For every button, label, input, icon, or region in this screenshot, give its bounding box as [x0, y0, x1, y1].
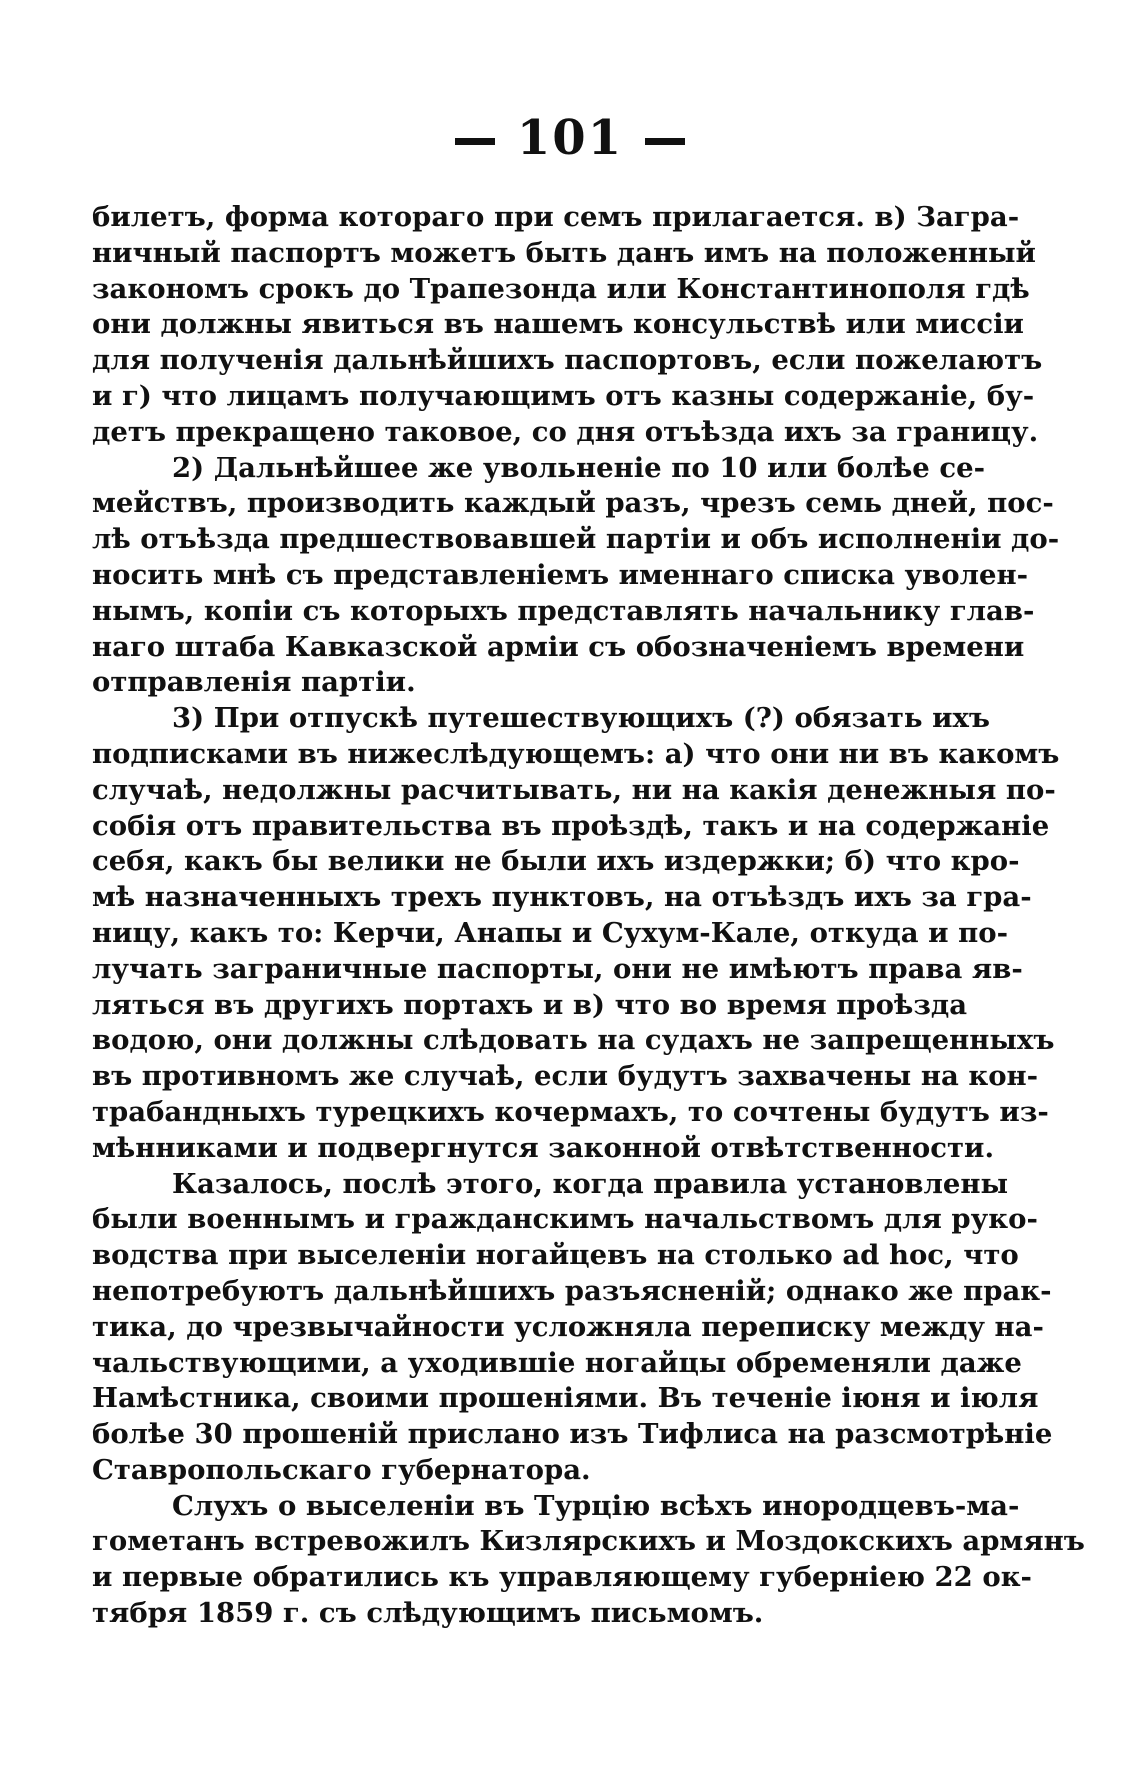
text-line: лѣ отъѣзда предшествовавшей партіи и объ исполненіи до-: [92, 523, 1060, 556]
text-line: мействъ, производить каждый разъ, чрезъ семь дней, пос-: [92, 487, 1054, 520]
paragraph-2: [92, 451, 1060, 702]
text-line: носить мнѣ съ представленіемъ именнаго списка уволен-: [92, 558, 1029, 591]
text-line: водою, они должны слѣдовать на судахъ не запрещенныхъ: [92, 1024, 1055, 1057]
text-line: лучать заграничные паспорты, они не имѣютъ права яв-: [92, 952, 1023, 985]
right-dash-ornament: [645, 138, 685, 145]
text-line: ницу, какъ то: Керчи, Анапы и Сухум-Кале, откуда и по-: [92, 916, 1008, 949]
text-line: и г) что лицамъ получающимъ отъ казны содержаніе, бу-: [92, 379, 1035, 412]
paragraph-3: [92, 701, 1060, 1166]
text-line: отправленія партіи.: [92, 666, 416, 699]
text-line: чальствующими, а уходившіе ногайцы обременяли даже: [92, 1346, 1022, 1379]
text-line: закономъ срокъ до Трапезонда или Константинополя гдѣ: [92, 272, 1030, 305]
body-text: [92, 200, 1085, 1632]
text-line: подписками въ нижеслѣдующемъ: а) что они ни въ какомъ: [92, 737, 1060, 770]
text-line: собія отъ правительства въ проѣздѣ, такъ и на содержаніе: [92, 809, 1050, 842]
text-line: наго штаба Кавказской арміи съ обозначеніемъ времени: [92, 630, 1025, 663]
text-line: водства при выселеніи ногайцевъ на столько ad hoc, что: [92, 1239, 1019, 1272]
text-line: ничный паспортъ можетъ быть данъ имъ на положенный: [92, 236, 1036, 269]
text-line: Намѣстника, своими прошеніями. Въ теченіе іюня и іюля: [92, 1382, 1039, 1415]
text-line: непотребуютъ дальнѣйшихъ разъясненій; однако же прак-: [92, 1274, 1052, 1307]
text-line: ляться въ другихъ портахъ и в) что во время проѣзда: [92, 988, 968, 1021]
text-line: случаѣ, недолжны расчитывать, ни на какія денежныя по-: [92, 773, 1056, 806]
text-line: 3) При отпускѣ путешествующихъ (?) обязать ихъ: [172, 702, 990, 735]
text-line: тика, до чрезвычайности усложняла переписку между на-: [92, 1310, 1044, 1343]
text-line: 2) Дальнѣйшее же увольненіе по 10 или болѣе се-: [172, 451, 986, 484]
text-line: были военнымъ и гражданскимъ начальствомъ для руко-: [92, 1203, 1038, 1236]
text-line: Слухъ о выселеніи въ Турцію всѣхъ инородцевъ-ма-: [172, 1489, 1020, 1522]
text-line: мѣнниками и подвергнутся законной отвѣтственности.: [92, 1131, 995, 1164]
text-line: трабандныхъ турецкихъ кочермахъ, то сочтены будутъ из-: [92, 1095, 1049, 1128]
text-line: тября 1859 г. съ слѣдующимъ письмомъ.: [92, 1597, 764, 1630]
paragraph-1: [92, 200, 1043, 451]
text-line: Казалось, послѣ этого, когда правила установлены: [172, 1167, 1009, 1200]
text-line: въ противномъ же случаѣ, если будутъ захвачены на кон-: [92, 1060, 1039, 1093]
text-line: билетъ, форма котораго при семъ прилагается. в) Загра-: [92, 201, 1020, 233]
text-line: и первые обратились къ управляющему губерніею 22 ок-: [92, 1561, 1032, 1594]
text-line: мѣ назначенныхъ трехъ пунктовъ, на отъѣздъ ихъ за гра-: [92, 881, 1032, 914]
text-line: для полученія дальнѣйшихъ паспортовъ, если пожелаютъ: [92, 344, 1043, 377]
page-number: 101: [516, 110, 624, 166]
page-header: [0, 110, 1140, 166]
text-line: Ставропольскаго губернатора.: [92, 1453, 591, 1486]
text-line: нымъ, копіи съ которыхъ представлять начальнику глав-: [92, 594, 1035, 627]
text-line: болѣе 30 прошеній прислано изъ Тифлиса на разсмотрѣніе: [92, 1418, 1053, 1451]
paragraph-5: [92, 1489, 1085, 1632]
left-dash-ornament: [455, 138, 495, 145]
text-line: себя, какъ бы велики не были ихъ издержки; б) что кро-: [92, 845, 1020, 878]
text-line: они должны явиться въ нашемъ консульствѣ или миссіи: [92, 308, 1024, 341]
text-line: детъ прекращено таковое, со дня отъѣзда ихъ за границу.: [92, 415, 1039, 448]
paragraph-4: [92, 1167, 1053, 1489]
text-line: гометанъ встревожилъ Кизлярскихъ и Моздокскихъ армянъ: [92, 1525, 1085, 1558]
